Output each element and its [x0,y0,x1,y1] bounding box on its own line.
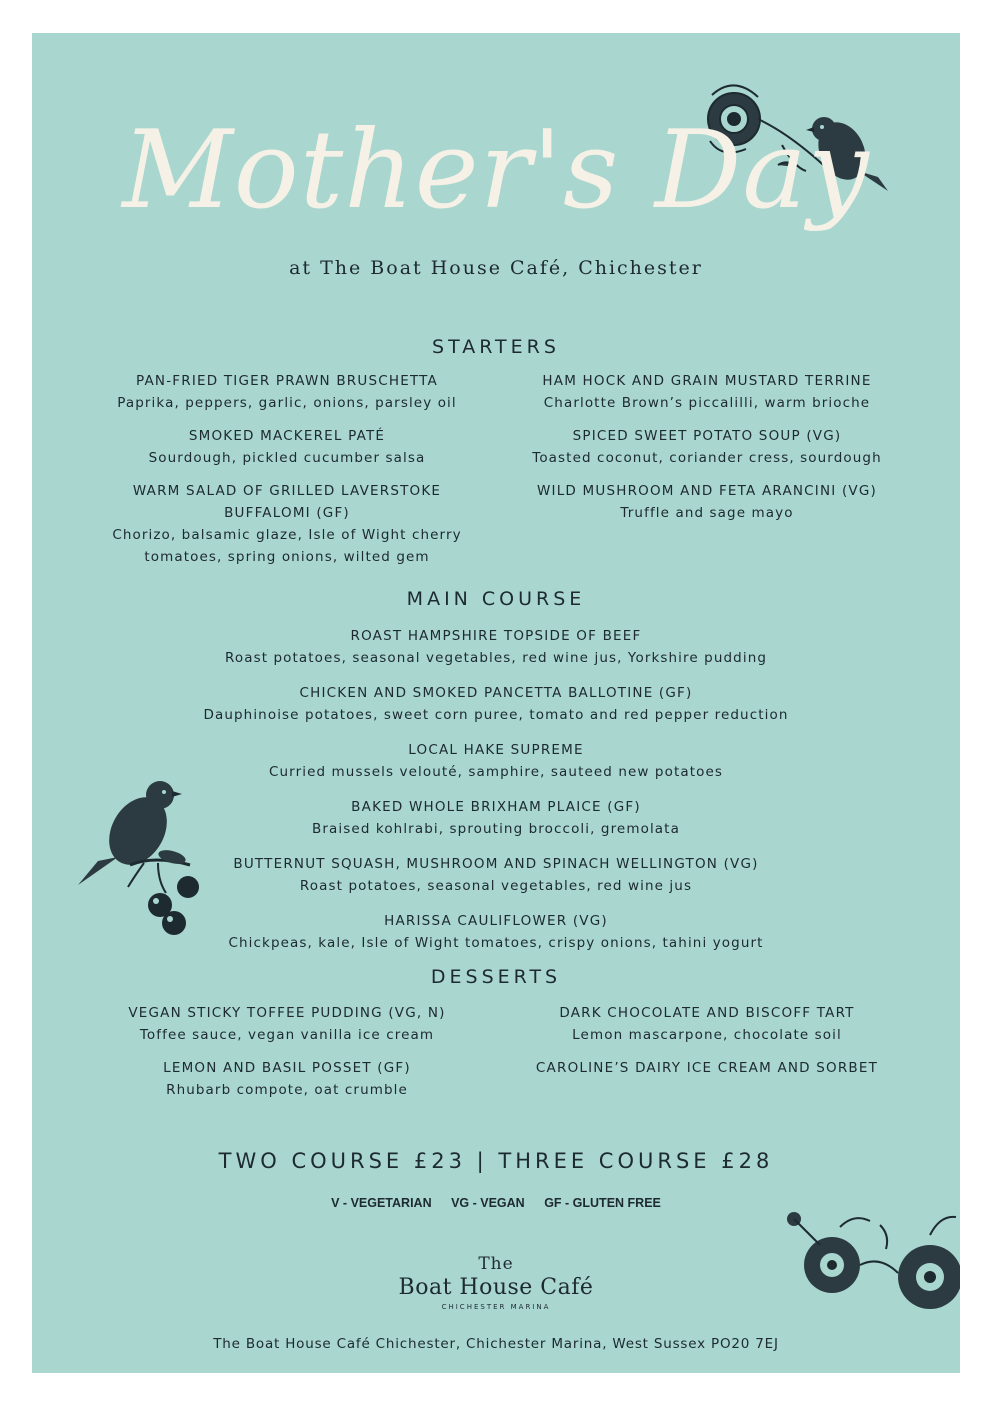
item-name: DARK CHOCOLATE AND BISCOFF TART [559,1005,855,1021]
item-description: Chorizo, balsamic glaze, Isle of Wight cherry tomatoes, spring onions, wilted gem [112,527,462,565]
cafe-address: The Boat House Café Chichester, Chichester Marina, West Sussex PO20 7EJ [213,1336,779,1352]
item-name: VEGAN STICKY TOFFEE PUDDING (VG, N) [128,1005,446,1021]
logo-line-marina: CHICHESTER MARINA [441,1303,551,1311]
menu-item [510,1002,904,1046]
item-name: BAKED WHOLE BRIXHAM PLAICE (GF) [351,799,641,815]
desserts-heading: DESSERTS [430,966,562,988]
menu-item [90,370,484,414]
menu-page [32,33,960,1373]
starters-heading: STARTERS [432,336,560,358]
desserts-right-column [510,1002,904,1090]
item-description: Toffee sauce, vegan vanilla ice cream [139,1027,435,1043]
item-description: Sourdough, pickled cucumber salsa [148,450,426,466]
item-name: HARISSA CAULIFLOWER (VG) [384,913,608,929]
item-description: Roast potatoes, seasonal vegetables, red wine jus [299,878,693,894]
bird-cherries-illustration [74,773,204,943]
item-name: ROAST HAMPSHIRE TOPSIDE OF BEEF [350,628,642,644]
item-description: Paprika, peppers, garlic, onions, parsley oil [117,395,457,411]
item-name: PAN-FRIED TIGER PRAWN BRUSCHETTA [136,373,438,389]
item-description: Curried mussels velouté, samphire, sauteed new potatoes [268,764,724,780]
main-course-heading: MAIN COURSE [406,588,586,610]
legend-vegan: VG - VEGAN [451,1196,525,1210]
item-name: SPICED SWEET POTATO SOUP (VG) [572,428,842,444]
menu-item [90,425,484,469]
menu-item [90,1002,484,1046]
menu-title: Mother's Day [122,108,870,233]
item-description: Braised kohlrabi, sprouting broccoli, gremolata [312,821,680,837]
starters-right-column [510,370,904,535]
menu-item [32,682,960,726]
menu-item [510,370,904,414]
item-description: Dauphinoise potatoes, sweet corn puree, tomato and red pepper reduction [203,707,789,723]
item-description: Rhubarb compote, oat crumble [166,1082,408,1098]
menu-item [90,1057,484,1101]
item-name: BUTTERNUT SQUASH, MUSHROOM AND SPINACH WELLINGTON (VG) [233,856,759,872]
menu-item [510,1057,904,1079]
legend-gluten-free: GF - GLUTEN FREE [544,1196,661,1210]
item-name: WILD MUSHROOM AND FETA ARANCINI (VG) [536,483,877,499]
item-name: LOCAL HAKE SUPREME [408,742,584,758]
item-name: SMOKED MACKEREL PATÉ [188,428,386,444]
menu-item [90,480,484,568]
item-name: CAROLINE’S DAIRY ICE CREAM AND SORBET [535,1060,879,1076]
item-name: LEMON AND BASIL POSSET (GF) [163,1060,411,1076]
item-description: Roast potatoes, seasonal vegetables, red wine jus, Yorkshire pudding [224,650,768,666]
menu-item [510,480,904,524]
cafe-logo [32,1253,960,1313]
item-name: HAM HOCK AND GRAIN MUSTARD TERRINE [542,373,872,389]
starters-left-column [90,370,484,579]
legend-vegetarian: V - VEGETARIAN [331,1196,432,1210]
item-name: CHICKEN AND SMOKED PANCETTA BALLOTINE (GF) [299,685,693,701]
item-name: WARM SALAD OF GRILLED LAVERSTOKE BUFFALOMI (GF) [132,483,442,521]
menu-item [32,625,960,669]
item-description: Lemon mascarpone, chocolate soil [572,1027,842,1043]
item-description: Chickpeas, kale, Isle of Wight tomatoes, crispy onions, tahini yogurt [228,935,764,951]
desserts-left-column [90,1002,484,1112]
course-pricing: TWO COURSE £23 | THREE COURSE £28 [218,1149,774,1173]
logo-line-the: The [478,1254,514,1274]
item-description: Charlotte Brown’s piccalilli, warm brioche [543,395,871,411]
menu-item [510,425,904,469]
item-description: Truffle and sage mayo [620,505,794,521]
logo-line-name: Boat House Café [398,1275,594,1300]
item-description: Toasted coconut, coriander cress, sourdough [532,450,882,466]
menu-subtitle: at The Boat House Café, Chichester [289,257,703,279]
